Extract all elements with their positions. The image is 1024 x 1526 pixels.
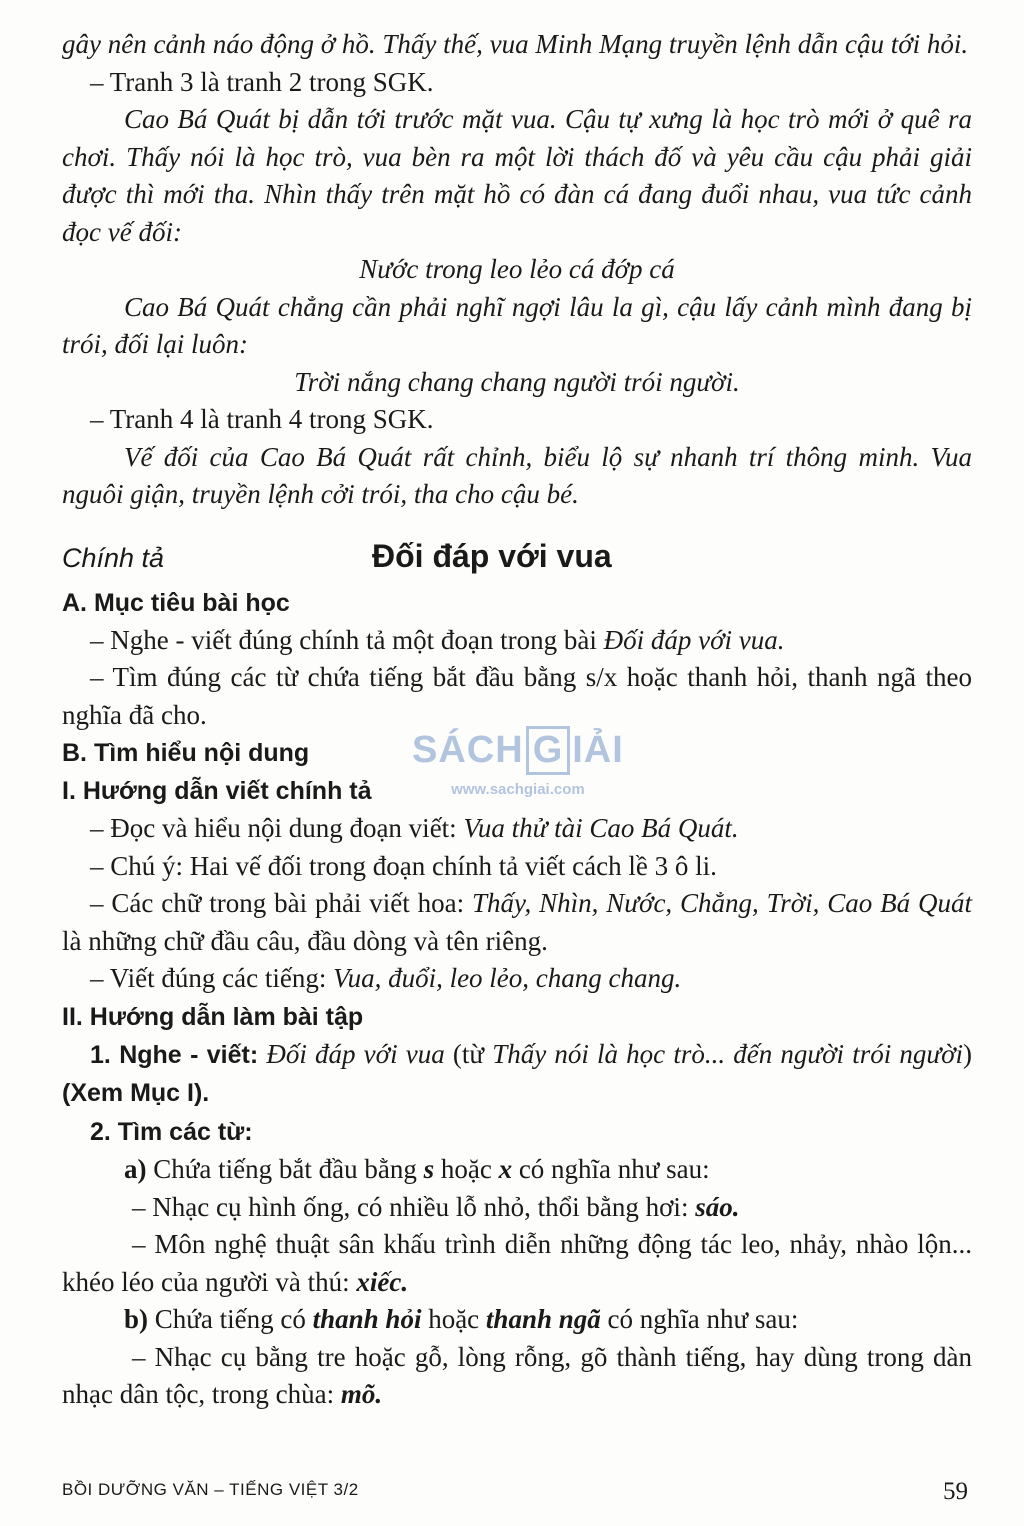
exercise-2a: a) Chứa tiếng bắt đầu bằng s hoặc x có nghĩa như sau:	[124, 1154, 710, 1184]
watermark-url: www.sachgiai.com	[451, 781, 585, 798]
tranh-4-line: – Tranh 4 là tranh 4 trong SGK.	[90, 404, 434, 434]
part-b-item-4: – Viết đúng các tiếng: Vua, đuổi, leo lẻo, chang chang.	[90, 963, 682, 993]
watermark-logo: SÁCH G IẢI www.sachgiai.com	[412, 726, 624, 798]
story-paragraph-4: Cao Bá Quát chẳng cần phải nghĩ ngợi lâu la gì, cậu lấy cảnh mình đang bị trói, đối lại luôn:	[62, 291, 972, 359]
part-a-item-2: – Tìm đúng các từ chứa tiếng bắt đầu bằng s/x hoặc thanh hỏi, thanh ngã theo nghĩa đã cho.	[62, 662, 972, 730]
part-a-item-1: – Nghe - viết đúng chính tả một đoạn trong bài Đối đáp với vua.	[90, 624, 785, 655]
part-a-heading: A. Mục tiêu bài học	[62, 588, 290, 617]
part-b-sub-2: II. Hướng dẫn làm bài tập	[62, 1002, 364, 1031]
exercise-2b: b) Chứa tiếng có thanh hỏi hoặc thanh ngã có nghĩa như sau:	[124, 1304, 799, 1334]
exercise-2b-item-1: – Nhạc cụ bằng tre hoặc gỗ, lòng rỗng, gõ thành tiếng, hay dùng trong dàn nhạc dân tộc, trong chùa: mõ.	[62, 1341, 972, 1409]
exercise-1: 1. Nghe - viết: Đối đáp với vua (từ Thấy nói là học trò... đến người trói người) (Xem Mục I).	[62, 1038, 973, 1107]
tranh-3-line: – Tranh 3 là tranh 2 trong SGK.	[90, 66, 434, 97]
part-b-sub-1: I. Hướng dẫn viết chính tả	[62, 777, 372, 805]
page-number: 59	[943, 1478, 968, 1505]
exercise-2a-item-1: – Nhạc cụ hình ống, có nhiều lỗ nhỏ, thổi bằng hơi: sáo.	[132, 1191, 740, 1222]
part-b-item-1: – Đọc và hiểu nội dung đoạn viết: Vua thử tài Cao Bá Quát.	[90, 813, 739, 843]
story-paragraph-3: Cao Bá Quát bị dẫn tới trước mặt vua. Cậu tự xưng là học trò mới ở quê ra chơi. Thấy nói là học trò, vua bèn ra một lời thách đố và yêu cầu cậu phải giải được thì mới tha. Nhìn thấy trên mặt hồ có đàn cá đang đuổi nhau, vua tức cảnh đọc vế đối:	[62, 104, 972, 247]
story-paragraph-5: Vế đối của Cao Bá Quát rất chỉnh, biểu lộ sự nhanh trí thông minh. Vua nguôi giận, truyền lệnh cởi trói, tha cho cậu bé.	[62, 441, 972, 509]
verse-king: Nước trong leo lẻo cá đớp cá	[359, 254, 675, 284]
part-b-heading: B. Tìm hiểu nội dung	[62, 739, 310, 767]
exercise-2a-item-2: – Môn nghệ thuật sân khấu trình diễn những động tác leo, nhảy, nhào lộn... khéo léo của người và thú: xiếc.	[62, 1229, 972, 1297]
part-b-item-2: – Chú ý: Hai vế đối trong đoạn chính tả viết cách lề 3 ô li.	[90, 850, 717, 881]
intro-paragraph-end: gây nên cảnh náo động ở hồ. Thấy thế, vua Minh Mạng truyền lệnh dẫn cậu tới hỏi.	[62, 29, 969, 59]
part-b-item-3: – Các chữ trong bài phải viết hoa: Thấy, Nhìn, Nước, Chẳng, Trời, Cao Bá Quát là những chữ đầu câu, đầu dòng và tên riêng.	[62, 888, 973, 956]
footer-book-title: BỒI DƯỠNG VĂN – TIẾNG VIỆT 3/2	[62, 1480, 359, 1499]
lesson-heading	[62, 538, 972, 584]
section-label: Chính tả	[62, 542, 165, 573]
verse-cao-ba-quat: Trời nắng chang chang người trói người.	[294, 366, 740, 397]
lesson-title: Đối đáp với vua	[372, 537, 612, 574]
exercise-2-label: 2. Tìm các từ:	[90, 1117, 253, 1146]
page-content	[62, 26, 972, 1414]
